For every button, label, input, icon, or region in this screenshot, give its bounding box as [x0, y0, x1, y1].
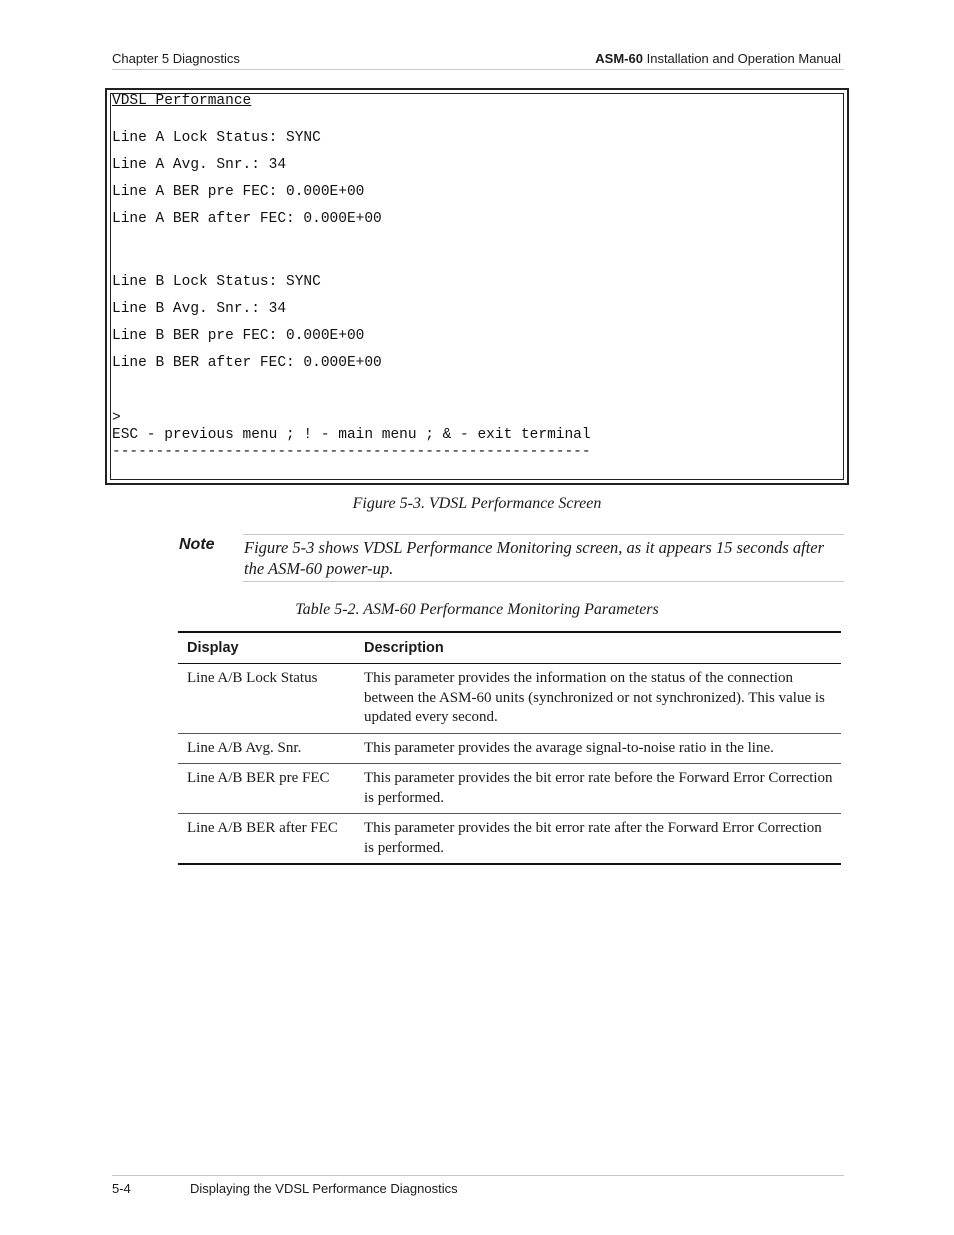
terminal-line-a-ber-pre-fec: Line A BER pre FEC: 0.000E+00 [112, 184, 365, 200]
performance-parameters-table [178, 631, 841, 865]
terminal-title: VDSL Performance [112, 93, 252, 109]
terminal-prompt[interactable]: > [112, 410, 121, 426]
running-header [112, 48, 841, 68]
page-number: 5-4 [112, 1181, 131, 1196]
terminal-divider: ------------------------------------------------------- [112, 444, 591, 460]
table-cell-description: This parameter provides the avarage signal-to-noise ratio in the line. [355, 733, 841, 764]
terminal-navigation-hint: ESC - previous menu ; ! - main menu ; & - exit terminal [112, 427, 591, 443]
terminal-line-b-lock-status: Line B Lock Status: SYNC [112, 274, 321, 290]
terminal-line-a-ber-after-fec: Line A BER after FEC: 0.000E+00 [112, 211, 382, 227]
figure-caption: Figure 5-3. VDSL Performance Screen [352, 495, 602, 512]
table-cell-display: Line A/B BER after FEC [187, 820, 338, 836]
note-top-rule [243, 534, 844, 535]
header-rule [112, 69, 844, 70]
table-cell-description: This parameter provides the information on the status of the connection between the ASM-60 units (synchronized or not synchronized). This value is updated every second. [355, 664, 841, 734]
table-row [178, 733, 841, 764]
column-header-display: Display [178, 632, 355, 664]
table-caption: Table 5-2. ASM-60 Performance Monitoring Parameters [295, 601, 659, 618]
chapter-title: Chapter 5 Diagnostics [112, 50, 240, 66]
note-bottom-rule [243, 581, 844, 582]
table-cell-display: Line A/B BER pre FEC [178, 764, 355, 814]
table-row [178, 814, 841, 865]
note-text: Figure 5-3 shows VDSL Performance Monitoring screen, as it appears 15 seconds after the ASM-60 power-up. [244, 538, 825, 578]
table-cell-display: Line A/B Lock Status [178, 664, 355, 734]
table-cell-description: This parameter provides the bit error rate before the Forward Error Correction is performed. [355, 764, 841, 814]
table-cell-display: Line A/B Avg. Snr. [178, 733, 355, 764]
footer-section-title: Displaying the VDSL Performance Diagnostics [190, 1181, 458, 1196]
terminal-line-a-avg-snr: Line A Avg. Snr.: 34 [112, 157, 287, 173]
column-header-description: Description [355, 632, 841, 664]
product-name: ASM-60 [595, 50, 643, 66]
table-row [178, 664, 841, 734]
terminal-line-a-lock-status: Line A Lock Status: SYNC [112, 130, 321, 146]
terminal-line-b-ber-after-fec: Line B BER after FEC: 0.000E+00 [112, 355, 382, 371]
terminal-line-b-ber-pre-fec: Line B BER pre FEC: 0.000E+00 [112, 328, 365, 344]
table-row [178, 764, 841, 814]
terminal-line-b-avg-snr: Line B Avg. Snr.: 34 [112, 301, 287, 317]
note-label: Note [179, 536, 215, 553]
table-cell-description: This parameter provides the bit error rate after the Forward Error Correction is performed. [364, 820, 822, 856]
manual-title [595, 51, 841, 66]
table-header-row [178, 632, 841, 664]
manual-title-text: Installation and Operation Manual [642, 50, 841, 66]
footer-rule [112, 1175, 844, 1176]
